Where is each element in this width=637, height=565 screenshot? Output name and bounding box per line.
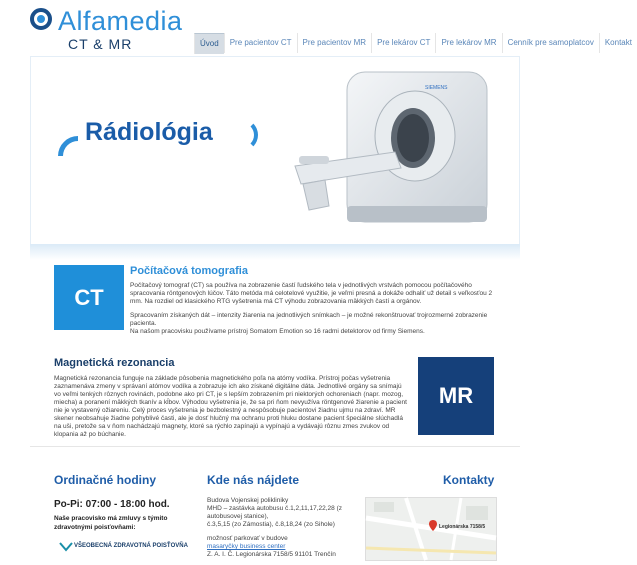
location-building: Budova Vojenskej polikliniky [207, 497, 289, 504]
footer-divider [30, 446, 520, 447]
map-address-label: Legionárska 7158/5 [439, 524, 486, 530]
parking-note: možnosť parkovať v budove [207, 535, 288, 542]
mr-paragraph: Magnetická rezonancia funguje na základe pôsobenia magnetického poľa na atómy vodíka. Prístroj počas vyšetrenia zaznamenáva zmeny v správaní atómov vodíka a zobrazuje ich ako získané digitálne dáta. Jednotlivé orgány sa snímajú vo veľmi tenkých rôznych rovinách, podobne ako pri CT, je s lepším zobrazením pri niektorých ochoreniach (napr. mozog, miecha) a poranení mäkkých tkanív a kĺbov. Výhodou vyšetrenia je, že sa pri ňom nevyužíva röntgenové žiarenie a pacient nie je vystavený ožiareniu. Celý proces vyšetrenia je bezbolestný a nespôsobuje pacientovi žiadnu ujmu na zdraví. MR skener neobsahuje žiadne pohyblivé časti, ale je dosť hlučný ma ochranu proti hluku dostane pacient špeciálne slúchadlá na uši, pretože sa v ňom nachádzajú magnety, ktoré sa rýchlo zapínajú a vypínajú a vydávajú rôznu zmes zvukov od klopania až po búchanie. [54, 375, 407, 438]
location-bus-1: MHD – zastávka autobusu č.1,2,11,17,22,28 (z autobusovej stanice), [207, 505, 343, 520]
nav-item-lekari-mr[interactable]: Pre lekárov MR [435, 33, 501, 53]
nav-item-lekari-ct[interactable]: Pre lekárov CT [371, 33, 435, 53]
hero-banner [30, 56, 520, 246]
map-pin-icon [429, 520, 437, 531]
location-map[interactable] [365, 497, 497, 561]
location-info [207, 497, 352, 559]
mr-title: Magnetická rezonancia [54, 357, 175, 369]
insurer-vzp: VŠEOBECNÁ ZDRAVOTNÁ POISŤOVŇA [74, 543, 188, 549]
ct-section [130, 265, 494, 336]
hero-title: Rádiológia [85, 118, 213, 146]
nav-item-cennik[interactable]: Cenník pre samoplatcov [502, 33, 599, 53]
mri-scanner-image [285, 56, 515, 241]
parking-link[interactable]: masaryčky business center [207, 543, 286, 550]
vzp-logo-icon [60, 541, 72, 551]
ct-paragraph-2: Spracovaním získaných dát – intenzity žiarenia na jednotlivých snímkach – je možné rekonštruovať trojrozmerné zobrazenie pacienta. [130, 312, 488, 327]
nav-item-uvod[interactable]: Úvod [194, 33, 224, 54]
logo[interactable] [30, 6, 200, 56]
mr-badge: MR [418, 357, 494, 435]
site-header [0, 0, 632, 56]
location-title: Kde nás nájdete [207, 473, 300, 487]
nav-item-kontakt[interactable]: Kontakt [599, 33, 637, 53]
nav-item-pacienti-mr[interactable]: Pre pacientov MR [297, 33, 372, 53]
ct-badge: CT [54, 265, 124, 330]
logo-subtitle: CT & MR [68, 36, 133, 52]
location-bus-2: č.3,5,15 (zo Zámostia), č.8,18,24 (zo Sihole) [207, 521, 335, 528]
ct-title: Počítačová tomografia [130, 265, 248, 277]
office-hours: Po-Pi: 07:00 - 18:00 hod. [54, 499, 170, 510]
ct-paragraph-3: Na našom pracovisku používame prístroj Somatom Emotion so 16 radmi detektorov od firmy Siemens. [130, 328, 425, 335]
main-nav [194, 33, 637, 53]
logo-text: Alfamedia [58, 6, 183, 36]
scanner-brand-label: SIEMENS [425, 85, 448, 91]
logo-mark-icon [30, 8, 52, 30]
contacts-title: Kontakty [443, 473, 495, 487]
hours-title: Ordinačné hodiny [54, 473, 157, 487]
hero-arc-decoration-small [226, 119, 258, 151]
address: Z. A. I. Č. Legionárska 7158/5 91101 Trenčín [207, 551, 336, 558]
nav-item-pacienti-ct[interactable]: Pre pacientov CT [224, 33, 297, 53]
hero-bottom-shadow [30, 244, 520, 260]
ct-paragraph-1: Počítačový tomograf (CT) sa používa na zobrazenie častí ľudského tela v jednotlivých vrstvách pomocou počítačového spracovania röntgenových lúčov. Táto metóda má celotelové využitie, je veľmi presná a dokáže odhaliť už detail s veľkosťou 2 mm. Na rozdiel od klasického RTG vyšetrenia má CT výhodu zobrazovania mäkkých častí a orgánov. [130, 282, 493, 305]
mr-section [54, 357, 410, 439]
insurers-note: Naše pracovisko má zmluvy s týmito zdravotnými poisťovňami: [54, 515, 168, 531]
